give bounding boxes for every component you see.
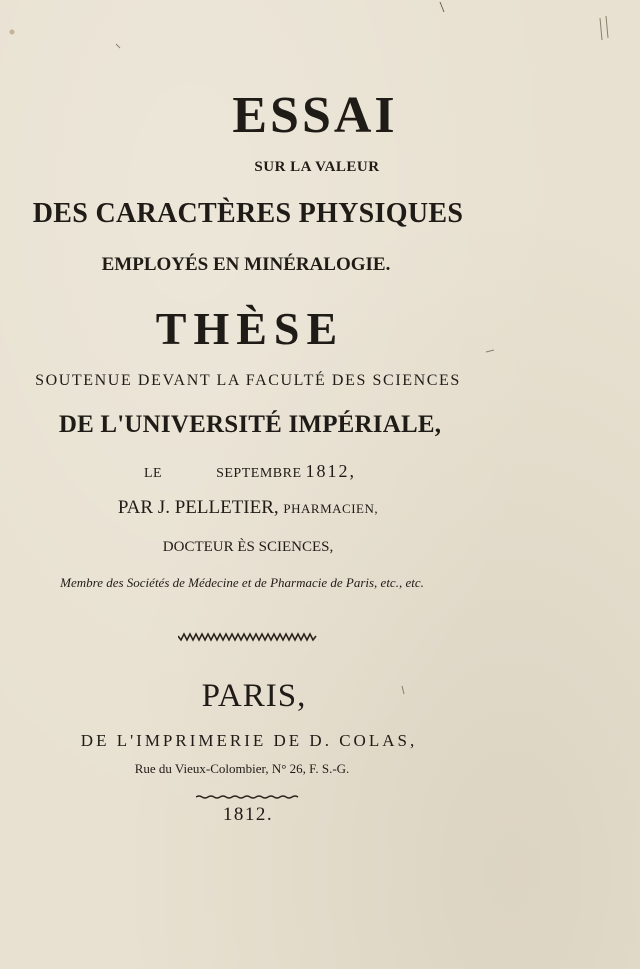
- date-month: SEPTEMBRE: [216, 466, 302, 481]
- author-name: PAR J. PELLETIER,: [117, 497, 279, 518]
- date-le: LE: [143, 466, 163, 481]
- publication-year: 1812.: [222, 804, 274, 825]
- subtitle-line-1: SUR LA VALEUR: [254, 159, 380, 175]
- book-title: ESSAI: [232, 87, 398, 144]
- author-profession: PHARMACIEN,: [283, 501, 379, 516]
- imprimerie-line: DE L'IMPRIMERIE DE D. COLAS,: [80, 731, 418, 750]
- these-heading: THÈSE: [155, 303, 345, 354]
- soutenue-line: SOUTENUE DEVANT LA FACULTÉ DES SCIENCES: [35, 372, 461, 389]
- subtitle-line-2: DES CARACTÈRES PHYSIQUES: [32, 198, 464, 229]
- date-year: 1812,: [305, 461, 356, 481]
- address-line: Rue du Vieux-Colombier, N° 26, F. S.-G.: [134, 761, 350, 776]
- membre-line: Membre des Sociétés de Médecine et de Pharmacie de Paris, etc., etc.: [60, 575, 424, 590]
- universite-line: DE L'UNIVERSITÉ IMPÉRIALE,: [58, 411, 442, 438]
- subtitle-line-3: EMPLOYÉS EN MINÉRALOGIE.: [101, 254, 391, 275]
- city-line: PARIS,: [201, 678, 307, 714]
- docteur-line: DOCTEUR ÈS SCIENCES,: [162, 539, 334, 555]
